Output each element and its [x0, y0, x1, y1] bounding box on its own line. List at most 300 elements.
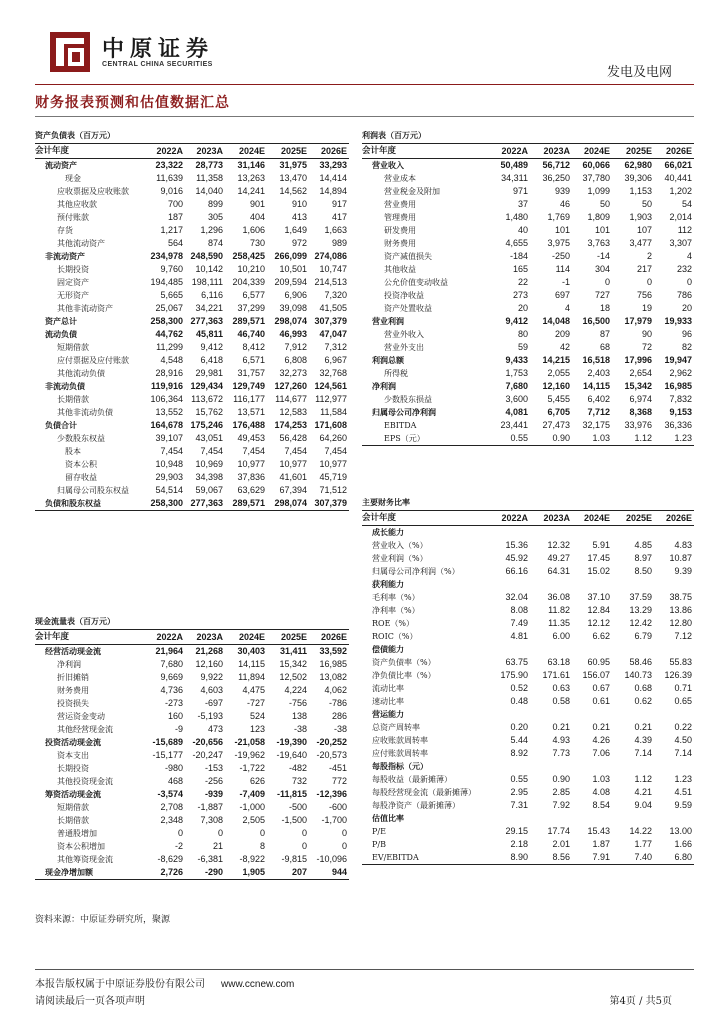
row-label: 毛利率（%）: [372, 593, 420, 602]
row-value: 8.08: [510, 605, 528, 615]
row-value: -451: [329, 763, 348, 773]
row-label: 营业外收入: [384, 330, 424, 339]
row-value: 0.52: [510, 683, 528, 693]
row-value: 41,601: [279, 472, 307, 482]
column-header-year: 2023A: [185, 630, 225, 645]
row-value: 21: [212, 841, 223, 851]
footer-divider: [35, 969, 694, 970]
row-value: 1.03: [592, 774, 610, 784]
row-value: 50: [599, 199, 610, 209]
column-header-label: 会计年度: [362, 511, 488, 526]
table-caption: 主要财务比率: [362, 495, 694, 511]
row-value: -19,390: [276, 737, 307, 747]
row-value: 7,912: [284, 342, 307, 352]
row-value: 17.45: [587, 553, 610, 563]
row-value: 11,639: [156, 173, 183, 183]
table-row: [35, 710, 349, 723]
row-value: 176,488: [232, 420, 265, 430]
row-value: 7.49: [510, 618, 528, 628]
column-header-year: 2023A: [530, 144, 572, 159]
table-row: [362, 224, 694, 237]
row-value: 0.65: [674, 696, 692, 706]
table-row: [362, 604, 694, 617]
ratio-section-row: [362, 643, 694, 656]
row-value: 10,747: [319, 264, 348, 274]
table-row: [35, 224, 349, 237]
row-value: 10,969: [195, 459, 223, 469]
column-header-year: 2026E: [309, 630, 349, 645]
row-value: 112: [677, 225, 693, 235]
row-value: 63.75: [505, 657, 528, 667]
row-label: 经营活动现金流: [45, 646, 101, 656]
row-value: 971: [512, 186, 528, 196]
row-value: 234,978: [150, 251, 183, 261]
row-value: 7,308: [200, 815, 223, 825]
row-value: 277,363: [190, 316, 223, 326]
table-row: [362, 432, 694, 446]
row-value: 19,947: [664, 355, 693, 365]
row-value: 187: [167, 212, 183, 222]
empty-cell: [530, 643, 572, 656]
row-value: 7,454: [200, 446, 223, 456]
row-value: 29,903: [155, 472, 183, 482]
row-value: 12.80: [669, 618, 692, 628]
row-value: 9.59: [674, 800, 692, 810]
table-row: [35, 684, 349, 697]
row-value: 56,428: [279, 433, 307, 443]
row-value: 11,358: [196, 173, 223, 183]
row-value: 49.27: [547, 553, 570, 563]
row-label: 流动资产: [45, 160, 77, 170]
row-label: 投资净收益: [384, 291, 424, 300]
row-value: 972: [291, 238, 307, 248]
empty-cell: [530, 760, 572, 773]
row-label: 资本公积增加: [57, 842, 105, 851]
table-header-row: [362, 511, 694, 526]
row-value: 417: [332, 212, 348, 222]
row-value: 9,669: [160, 672, 183, 682]
row-value: 116,177: [233, 394, 265, 404]
table-caption-row: [362, 495, 694, 511]
empty-cell: [488, 708, 530, 721]
empty-cell: [654, 526, 694, 540]
row-value: 5.91: [592, 540, 610, 550]
row-value: 96: [682, 329, 693, 339]
row-value: 248,590: [190, 251, 223, 261]
row-label: 每股收益（最新摊薄）: [372, 775, 452, 784]
company-website-link[interactable]: www.ccnew.com: [221, 979, 295, 990]
table-row: [362, 263, 694, 276]
row-value: 0.55: [510, 774, 528, 784]
table-row: [35, 445, 349, 458]
column-header-year: 2025E: [612, 511, 654, 526]
row-value: -786: [329, 698, 348, 708]
row-value: 7,454: [160, 446, 183, 456]
row-value: 989: [332, 238, 348, 248]
table-row: [35, 263, 349, 276]
row-value: -12,396: [316, 789, 348, 799]
table-row: [362, 380, 694, 393]
row-value: 34,398: [195, 472, 223, 482]
row-value: 3,975: [547, 238, 570, 248]
row-value: 2.95: [510, 787, 528, 797]
row-value: 101: [554, 225, 570, 235]
row-label: 短期借款: [57, 343, 89, 352]
row-label: 其他投资现金流: [57, 777, 113, 786]
row-label: 预付账款: [57, 213, 89, 222]
row-value: 39,306: [624, 173, 652, 183]
footer-disclaimer: 请阅读最后一页各项声明: [35, 996, 145, 1007]
table-row: [362, 289, 694, 302]
row-value: 6.62: [592, 631, 610, 641]
row-label: 成长能力: [372, 527, 404, 537]
row-value: 4,062: [324, 685, 348, 695]
financial-ratios-table: [362, 495, 694, 865]
row-value: 28,916: [155, 368, 183, 378]
row-value: 1.23: [674, 774, 692, 784]
row-value: 113,672: [191, 394, 223, 404]
balance-sheet-table: [35, 128, 349, 511]
table-header-row: [362, 144, 694, 159]
table-row: [35, 801, 349, 814]
row-value: 71,512: [319, 485, 348, 495]
row-label: 其他流动资产: [57, 239, 105, 248]
row-value: -290: [185, 866, 225, 880]
row-value: 54,514: [155, 485, 183, 495]
table-row: [35, 211, 349, 224]
column-header-year: 2023A: [530, 511, 572, 526]
row-value: 31,146: [237, 160, 265, 170]
row-value: 8.97: [634, 553, 652, 563]
row-value: 7.14: [634, 748, 652, 758]
row-value: 4: [687, 251, 693, 261]
row-value: 50: [641, 199, 652, 209]
table-row: [35, 458, 349, 471]
row-value: 40: [517, 225, 528, 235]
row-value: -15,177: [152, 750, 183, 760]
row-value: 16,500: [582, 316, 610, 326]
row-value: 0: [342, 841, 348, 851]
row-value: 10,501: [279, 264, 307, 274]
table-row: [362, 328, 694, 341]
row-value: 126.39: [664, 670, 692, 680]
row-value: 0.90: [530, 432, 572, 446]
table-row: [35, 775, 349, 788]
row-value: 63,629: [237, 485, 265, 495]
row-label: 折旧摊销: [57, 673, 89, 682]
row-value: 273: [512, 290, 528, 300]
row-label: 其他筹资现金流: [57, 855, 113, 864]
row-value: 64.31: [547, 566, 570, 576]
row-value: 2,055: [547, 368, 570, 378]
row-label: 净利率（%）: [372, 606, 420, 615]
row-value: 7,712: [587, 407, 610, 417]
row-label: 估值比率: [372, 813, 404, 823]
row-value: 6,402: [587, 394, 610, 404]
row-label: 资产减值损失: [384, 252, 432, 261]
table-row: [362, 799, 694, 812]
empty-cell: [572, 643, 612, 656]
table-row: [35, 419, 349, 432]
table-header-row: [35, 144, 349, 159]
row-label: 负债和股东权益: [35, 497, 147, 511]
row-value: 3,763: [587, 238, 610, 248]
row-label: 利润总额: [372, 355, 404, 365]
row-label: 投资活动现金流: [45, 737, 101, 747]
row-value: 12.32: [547, 540, 570, 550]
row-value: 0: [259, 828, 265, 838]
row-value: 214,513: [314, 277, 348, 287]
row-label: 投资损失: [57, 699, 89, 708]
row-label: 长期借款: [57, 395, 89, 404]
table-caption: 利润表（百万元）: [362, 128, 694, 144]
row-value: 7,680: [160, 659, 183, 669]
row-value: 1,649: [284, 225, 307, 235]
table-caption: 资产负债表（百万元）: [35, 128, 349, 144]
row-value: -1,500: [281, 815, 307, 825]
row-label: 公允价值变动收益: [384, 278, 448, 287]
row-value: 198,111: [191, 277, 223, 287]
row-label: 少数股东损益: [384, 395, 432, 404]
row-value: 194,485: [150, 277, 183, 287]
row-value: 23,322: [155, 160, 183, 170]
row-value: 45,719: [319, 472, 348, 482]
row-value: -5,193: [197, 711, 223, 721]
row-value: 232: [677, 264, 693, 274]
row-value: 31,411: [279, 646, 307, 656]
table-row: [362, 825, 694, 838]
table-row: [35, 393, 349, 406]
row-value: 0: [646, 277, 652, 287]
row-value: 41,505: [319, 303, 348, 313]
row-value: 12,502: [279, 672, 307, 682]
table-row: [362, 393, 694, 406]
table-row: [362, 656, 694, 669]
row-label: 非流动资产: [45, 251, 85, 261]
row-value: 12.42: [629, 618, 652, 628]
row-value: 25,067: [155, 303, 183, 313]
row-value: 60,066: [582, 160, 610, 170]
row-value: 123: [249, 724, 265, 734]
table-row: [35, 697, 349, 710]
table-caption: 现金流量表（百万元）: [35, 614, 349, 630]
logo-cn-text: 中原证券: [102, 36, 215, 62]
row-value: 58.46: [629, 657, 652, 667]
row-value: 289,571: [232, 316, 265, 326]
table-row: [362, 591, 694, 604]
row-value: -38: [334, 724, 348, 734]
column-header-year: 2024E: [225, 144, 267, 159]
table-row: [35, 840, 349, 853]
row-label: 财务费用: [57, 686, 89, 695]
row-value: 129,434: [190, 381, 223, 391]
row-label: 营业税金及附加: [384, 187, 440, 196]
row-value: 37,836: [237, 472, 265, 482]
row-value: 18: [599, 303, 610, 313]
row-value: 7.12: [674, 631, 692, 641]
row-value: 2,708: [160, 802, 183, 812]
row-value: 114: [555, 264, 570, 274]
table-row: [35, 827, 349, 840]
row-value: 9,412: [505, 316, 528, 326]
row-value: 39,107: [155, 433, 183, 443]
row-value: 1.23: [654, 432, 694, 446]
row-value: 80: [517, 329, 528, 339]
row-value: 7.92: [552, 800, 570, 810]
row-value: 2,014: [669, 212, 693, 222]
row-value: 10,977: [237, 459, 265, 469]
row-value: 50,489: [500, 160, 528, 170]
row-label: 营运资金变动: [57, 712, 105, 721]
row-value: 175,246: [190, 420, 223, 430]
row-value: 101: [594, 225, 610, 235]
row-value: 524: [249, 711, 265, 721]
row-value: -15,689: [152, 737, 183, 747]
table-row: [362, 851, 694, 865]
row-label: 现金: [65, 174, 81, 183]
row-value: 2,726: [147, 866, 185, 880]
row-value: 1,217: [160, 225, 183, 235]
row-value: 4.39: [634, 735, 652, 745]
row-value: 1.66: [674, 839, 692, 849]
table-row: [362, 354, 694, 367]
ratio-section-row: [362, 812, 694, 825]
table-header-row: [35, 630, 349, 645]
row-value: 66.16: [505, 566, 528, 576]
row-label: 非流动负债: [45, 381, 85, 391]
row-value: 3,307: [669, 238, 693, 248]
table-row: [362, 172, 694, 185]
row-value: 289,571: [225, 497, 267, 511]
row-value: -19,640: [276, 750, 307, 760]
row-value: 5,455: [547, 394, 570, 404]
row-value: 129,749: [232, 381, 265, 391]
row-label: 每股净资产（最新摊薄）: [372, 801, 460, 810]
row-value: 0.21: [592, 722, 610, 732]
row-value: 13,552: [155, 407, 183, 417]
empty-cell: [572, 812, 612, 825]
row-value: 14,115: [582, 381, 610, 391]
row-value: 10,977: [279, 459, 307, 469]
row-label: 长期投资: [57, 265, 89, 274]
row-value: 37.59: [629, 592, 652, 602]
row-value: 0.48: [510, 696, 528, 706]
row-label: 每股指标（元）: [372, 761, 428, 771]
table-row: [35, 497, 349, 511]
row-value: 13,082: [319, 672, 348, 682]
row-label: ROE（%）: [372, 619, 415, 628]
row-value: 8.54: [592, 800, 610, 810]
empty-cell: [530, 812, 572, 825]
row-value: 10,210: [237, 264, 265, 274]
row-value: 0: [687, 277, 693, 287]
income-statement-table: [362, 128, 694, 446]
row-value: 404: [249, 212, 265, 222]
row-value: 1.12: [612, 432, 654, 446]
row-value: 164,678: [150, 420, 183, 430]
row-value: 0: [604, 277, 610, 287]
row-label: 所得税: [384, 369, 408, 378]
row-value: 700: [167, 199, 183, 209]
row-value: 87: [599, 329, 610, 339]
row-value: 4.83: [674, 540, 692, 550]
row-value: -8,629: [157, 854, 183, 864]
row-value: 12.12: [587, 618, 610, 628]
table-row: [362, 250, 694, 263]
row-value: 0.22: [674, 722, 692, 732]
table-row: [35, 723, 349, 736]
row-value: 33,293: [319, 160, 348, 170]
row-value: 4,603: [200, 685, 223, 695]
row-value: 175.90: [500, 670, 528, 680]
row-value: 1,606: [242, 225, 265, 235]
row-value: 1,480: [505, 212, 528, 222]
row-value: 2: [646, 251, 652, 261]
row-value: 1,769: [547, 212, 570, 222]
empty-cell: [488, 526, 530, 540]
row-value: 8,412: [242, 342, 265, 352]
row-value: 2.01: [552, 839, 570, 849]
table-row: [35, 172, 349, 185]
table-row: [35, 367, 349, 380]
row-value: 5.44: [510, 735, 528, 745]
table-row: [362, 721, 694, 734]
row-label: 财务费用: [384, 239, 416, 248]
table-row: [362, 237, 694, 250]
row-value: -600: [329, 802, 348, 812]
row-value: 9,412: [200, 342, 223, 352]
row-label: 营业外支出: [384, 343, 424, 352]
table-row: [35, 289, 349, 302]
row-value: 106,364: [150, 394, 183, 404]
cash-flow-table: [35, 614, 349, 880]
row-value: 1,905: [225, 866, 267, 880]
row-value: 107: [636, 225, 652, 235]
row-label: 净负债比率（%）: [372, 671, 436, 680]
row-value: 11,894: [238, 672, 265, 682]
row-value: -19,962: [234, 750, 265, 760]
row-value: 1,202: [669, 186, 693, 196]
table-row: [362, 747, 694, 760]
row-value: 286: [332, 711, 348, 721]
row-value: 727: [594, 290, 610, 300]
row-label: 营运能力: [372, 709, 404, 719]
row-value: 9.04: [634, 800, 652, 810]
row-value: 772: [332, 776, 348, 786]
row-value: 564: [167, 238, 183, 248]
row-value: -20,252: [316, 737, 348, 747]
table-row: [362, 341, 694, 354]
table-row: [362, 669, 694, 682]
row-value: -153: [204, 763, 223, 773]
row-value: 4,736: [160, 685, 183, 695]
row-value: -3,574: [157, 789, 183, 799]
row-value: 0: [177, 828, 183, 838]
row-value: 0.62: [634, 696, 652, 706]
empty-cell: [572, 708, 612, 721]
row-value: 1.77: [634, 839, 652, 849]
ratio-section-row: [362, 708, 694, 721]
data-source-note: 资料来源：中原证券研究所，聚源: [35, 915, 171, 925]
row-value: 0.63: [552, 683, 570, 693]
row-value: 4.81: [510, 631, 528, 641]
row-value: 732: [291, 776, 307, 786]
logo-mark-icon: [50, 32, 90, 72]
row-value: 6,116: [201, 290, 223, 300]
row-value: 217: [636, 264, 652, 274]
row-value: 11.82: [548, 605, 570, 615]
column-header-year: 2024E: [572, 144, 612, 159]
